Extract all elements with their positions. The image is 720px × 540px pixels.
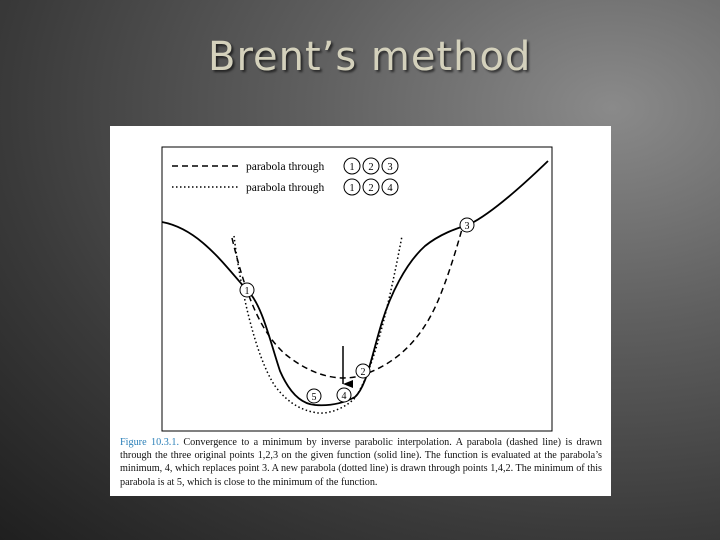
legend-point-label: 2 (368, 162, 374, 173)
point-marker-2 (356, 364, 370, 378)
figure-caption-text: Convergence to a minimum by inverse parabolic interpolation. A parabola (dashed line) is drawn through the three original points 1,2,3 on the given function (solid line). The function is evaluated at the parabola’s minimum, 4, which replaces point 3. A new parabola (dotted line) is drawn through points 1,4,2. The minimum of this parabola is at 5, which is close to the minimum of the function. (120, 437, 603, 488)
point-label: 2 (360, 367, 366, 378)
legend-text: parabola through (246, 161, 325, 173)
legend-point-label: 4 (387, 183, 393, 194)
point-marker-5 (307, 389, 321, 403)
legend-text: parabola through (246, 182, 325, 194)
legend-point-label: 2 (368, 183, 374, 194)
legend-point-label: 1 (349, 162, 355, 173)
legend-dotted (170, 178, 398, 196)
function-curve (162, 161, 548, 405)
legend-dashed (170, 157, 398, 175)
point-label: 3 (464, 221, 470, 232)
point-label: 4 (341, 391, 347, 402)
parabola-1-2-4 (234, 236, 402, 413)
legend-point-label: 1 (349, 183, 355, 194)
point-marker-3 (460, 218, 474, 232)
figure-caption (120, 436, 602, 489)
point-label: 1 (244, 286, 250, 297)
legend-point-label: 3 (387, 162, 393, 173)
point-label: 5 (311, 392, 317, 403)
figure-card (110, 126, 611, 496)
point-marker-4 (337, 388, 351, 402)
point-marker-1 (240, 283, 254, 297)
parabola-1-2-3 (232, 222, 464, 378)
figure-caption-label: Figure 10.3.1. (120, 437, 179, 448)
slide-title: Brent’s method (208, 34, 532, 80)
convergence-plot (110, 126, 611, 436)
